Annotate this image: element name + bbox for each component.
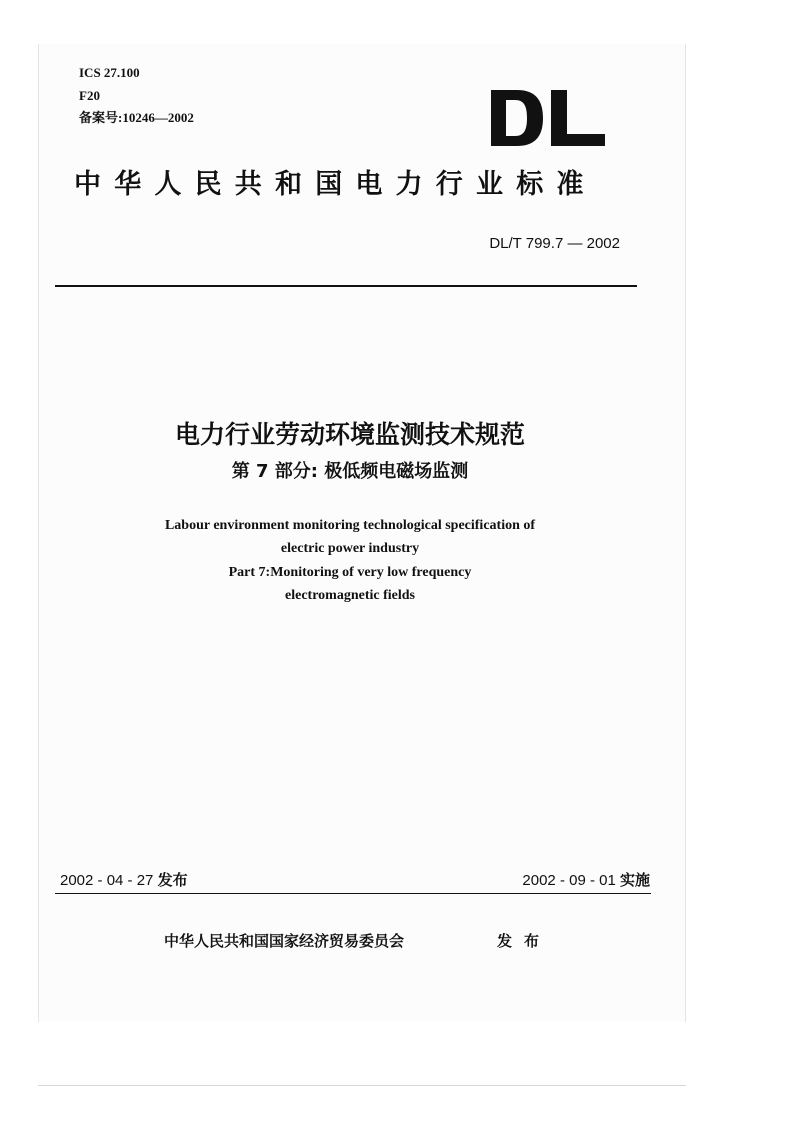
issuing-verb: 发布 — [497, 932, 552, 950]
issue-date-label: 发布 — [157, 871, 188, 889]
header-divider — [55, 285, 637, 287]
standard-category-title: 中华人民共和国电力行业标准 — [74, 169, 597, 200]
implementation-date-value: 2002 - 09 - 01 — [522, 872, 616, 889]
english-title-line: electric power industry — [280, 541, 420, 556]
issue-date-value: 2002 - 04 - 27 — [60, 872, 154, 889]
english-title-line: Labour environment monitoring technological specification of — [164, 518, 536, 533]
chinese-title-part: 第 7 部分: 极低频电磁场监测 — [231, 461, 469, 482]
classification-code: F20 — [79, 88, 100, 103]
ics-code: ICS 27.100 — [79, 65, 140, 80]
implementation-date — [522, 871, 650, 890]
page-bottom-rule — [38, 1085, 686, 1086]
chinese-title-main: 电力行业劳动环境监测技术规范 — [174, 420, 525, 449]
issuing-authority: 中华人民共和国国家经济贸易委员会 — [164, 932, 405, 950]
issue-date — [60, 871, 188, 890]
standard-number: DL/T 799.7 — 2002 — [489, 235, 620, 252]
english-title-line: Part 7:Monitoring of very low frequency — [228, 565, 472, 580]
dates-divider — [55, 893, 651, 894]
record-number: 备案号:10246—2002 — [79, 110, 194, 125]
implementation-date-label: 实施 — [619, 871, 650, 889]
dl-logo — [491, 90, 605, 146]
english-title-line: electromagnetic fields — [285, 588, 415, 603]
